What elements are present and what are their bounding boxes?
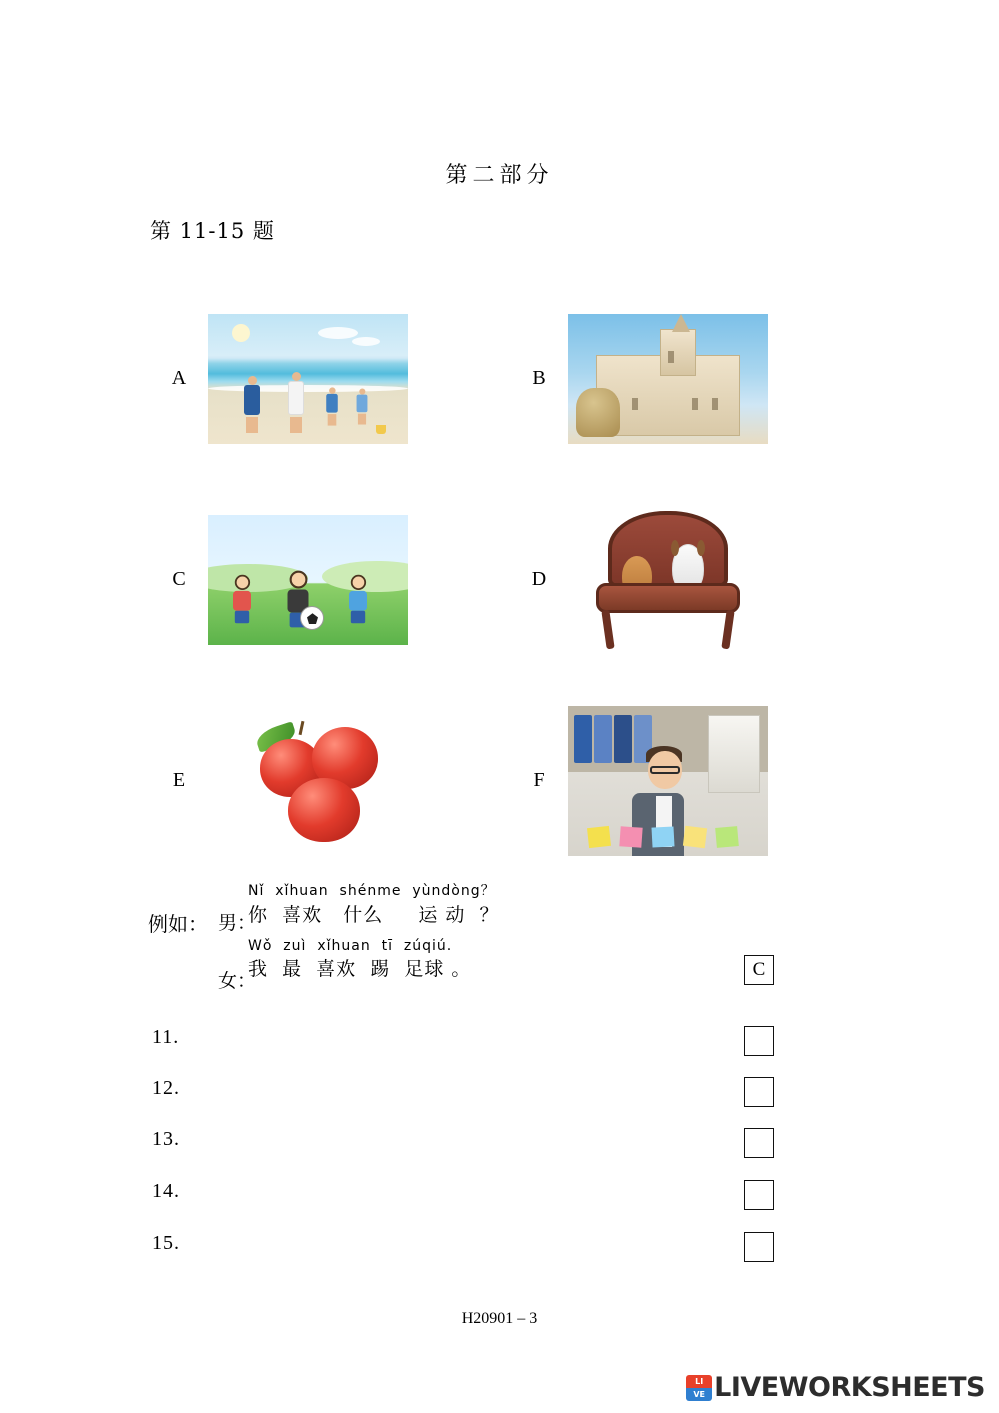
question-number-12: 12. xyxy=(152,1077,180,1099)
question-number-14: 14. xyxy=(152,1180,180,1202)
example-label: 例如： xyxy=(148,912,208,936)
option-letter-a: A xyxy=(171,367,187,389)
answer-box-15[interactable] xyxy=(744,1232,774,1262)
option-row xyxy=(150,479,870,680)
answer-box-13[interactable] xyxy=(744,1128,774,1158)
two-dogs-on-armchair-photo xyxy=(568,505,768,655)
option-row xyxy=(150,278,870,479)
option-image-grid xyxy=(150,278,870,881)
question-range-title: 第 11-15 题 xyxy=(150,219,275,243)
palace-building-photo xyxy=(568,314,768,444)
red-apples-photo xyxy=(208,706,408,856)
example-line-2 xyxy=(248,938,471,981)
option-d xyxy=(510,505,870,655)
option-letter-f: F xyxy=(533,769,545,791)
example-female-speaker: 女： xyxy=(218,970,257,992)
busy-office-worker-photo xyxy=(568,706,768,856)
option-row xyxy=(150,680,870,881)
badge-text-top: LI xyxy=(686,1375,712,1388)
family-on-beach-photo xyxy=(208,314,408,444)
example-line-2-hanzi: 我 最 喜欢 踢 足球 。 xyxy=(248,958,472,980)
example-line-1-hanzi: 你 喜欢 什么 运 动 ？ xyxy=(248,904,500,926)
liveworksheets-badge-icon xyxy=(686,1375,712,1401)
option-e xyxy=(150,706,510,856)
question-number-15: 15. xyxy=(152,1232,180,1254)
option-c xyxy=(150,515,510,645)
option-b xyxy=(510,314,870,444)
option-a xyxy=(150,314,510,444)
kids-playing-soccer-illustration xyxy=(208,515,408,645)
example-line-1-pinyin: Nǐ xǐhuan shénme yùndòng？ xyxy=(248,883,496,899)
example-line-1 xyxy=(248,880,500,927)
page-footer: H20901 – 3 xyxy=(461,1310,538,1327)
answer-box-14[interactable] xyxy=(744,1180,774,1210)
example-answer-box: C xyxy=(744,955,774,985)
answer-box-11[interactable] xyxy=(744,1026,774,1056)
badge-text-bottom: VE xyxy=(686,1388,712,1401)
liveworksheets-watermark xyxy=(686,1372,985,1403)
option-letter-b: B xyxy=(532,367,546,389)
example-line-2-pinyin: Wǒ zuì xǐhuan tī zúqiú. xyxy=(248,938,453,954)
option-letter-d: D xyxy=(531,568,547,590)
section-title: 第二部分 xyxy=(445,163,554,188)
option-letter-c: C xyxy=(172,568,186,590)
option-f xyxy=(510,706,870,856)
question-number-13: 13. xyxy=(152,1128,180,1150)
answer-box-12[interactable] xyxy=(744,1077,774,1107)
liveworksheets-wordmark: LIVEWORKSHEETS xyxy=(714,1372,985,1403)
example-male-speaker: 男： xyxy=(218,912,257,934)
question-number-11: 11. xyxy=(152,1026,180,1048)
option-letter-e: E xyxy=(172,769,186,791)
